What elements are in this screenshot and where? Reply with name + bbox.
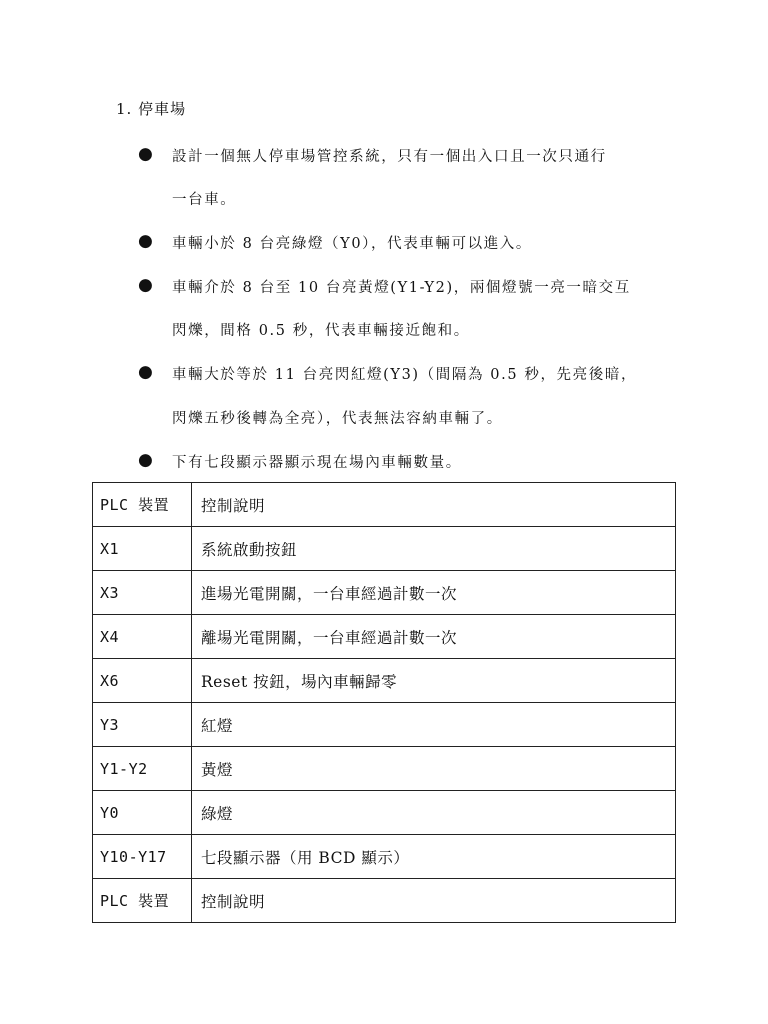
device-cell: X4	[93, 615, 192, 659]
description-cell: 黃燈	[192, 747, 676, 791]
plc-device-table	[92, 482, 676, 923]
table-row	[93, 659, 676, 703]
bullet-text-continuation: 閃爍五秒後轉為全亮），代表無法容納車輛了。	[172, 411, 503, 427]
device-cell: PLC 裝置	[93, 879, 192, 923]
bullet-text-continuation: 閃爍，間格 0.5 秒，代表車輛接近飽和。	[172, 323, 470, 339]
description-cell: Reset 按鈕，場內車輛歸零	[192, 659, 676, 703]
device-cell: PLC 裝置	[93, 483, 192, 527]
bullet-text: 車輛小於 8 台亮綠燈（Y0），代表車輛可以進入。	[172, 236, 532, 252]
section-heading: 1. 停車場	[116, 100, 187, 118]
description-cell: 控制說明	[192, 879, 676, 923]
table-row	[93, 615, 676, 659]
device-cell: Y3	[93, 703, 192, 747]
description-cell: 紅燈	[192, 703, 676, 747]
bullet-text: 設計一個無人停車場管控系統，只有一個出入口且一次只通行	[172, 149, 607, 165]
table-row	[93, 791, 676, 835]
bullet-marker: ●	[138, 450, 153, 470]
description-cell: 離場光電開關，一台車經過計數一次	[192, 615, 676, 659]
bullet-marker: ●	[138, 362, 153, 382]
bullet-text: 車輛介於 8 台至 10 台亮黃燈(Y1-Y2)，兩個燈號一亮一暗交互	[172, 280, 631, 296]
table-row	[93, 747, 676, 791]
bullet-text: 車輛大於等於 11 台亮閃紅燈(Y3)（間隔為 0.5 秒，先亮後暗，	[172, 367, 638, 383]
bullet-text-continuation: 一台車。	[172, 192, 237, 208]
description-cell: 七段顯示器（用 BCD 顯示）	[192, 835, 676, 879]
table-row	[93, 527, 676, 571]
description-cell: 系統啟動按鈕	[192, 527, 676, 571]
device-cell: Y10-Y17	[93, 835, 192, 879]
bullet-marker: ●	[138, 144, 153, 164]
bullet-marker: ●	[138, 275, 153, 295]
bullet-marker: ●	[138, 231, 153, 251]
table-row	[93, 483, 676, 527]
device-cell: X1	[93, 527, 192, 571]
table-row	[93, 703, 676, 747]
table-row	[93, 835, 676, 879]
table-row	[93, 879, 676, 923]
device-cell: Y0	[93, 791, 192, 835]
description-cell: 綠燈	[192, 791, 676, 835]
description-cell: 控制說明	[192, 483, 676, 527]
device-cell: X3	[93, 571, 192, 615]
bullet-text: 下有七段顯示器顯示現在場內車輛數量。	[172, 455, 462, 471]
device-cell: X6	[93, 659, 192, 703]
device-cell: Y1-Y2	[93, 747, 192, 791]
description-cell: 進場光電開關，一台車經過計數一次	[192, 571, 676, 615]
table-row	[93, 571, 676, 615]
